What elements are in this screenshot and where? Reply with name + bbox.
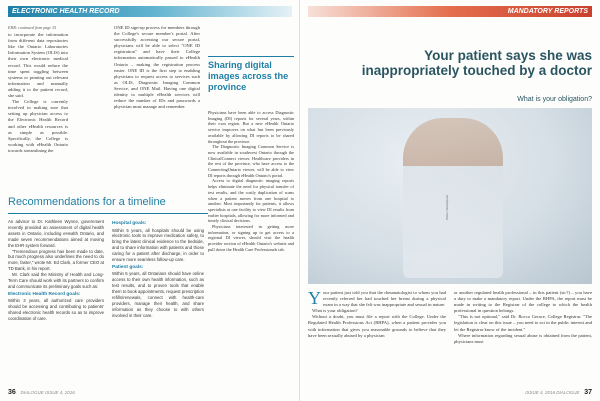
paragraph: ONE ID sign-up process for members through the College's secure member's portal. After successfully accessing our secure portal, physicians will be able to select "ONE ID registration" and have their College information automatically passed to eHealth Ontario – making the registration process easier. ONE ID is the first step to enabling physicians to request access to services such as OLIS, Diagnostic Imaging Common Service, and ONE Mail. Having one digital identity to multiple eHealth services will reduce the number of IDs and passwords a physician must manage and remember. (114, 25, 200, 110)
sidebar-title: Sharing digital images across the province (208, 60, 289, 92)
article-headline: Your patient says she was inappropriately touched by a doctor (361, 48, 592, 78)
paragraph: Mr. Clark said the Ministry of Health and Long-Term Care should work with its partners to confirm and communicate its preliminary goals such as: (8, 272, 104, 289)
paragraph: What is your obligation? (312, 308, 358, 314)
magazine-name: ISSUE 4, 2016 DIALOGUE (525, 390, 580, 395)
paragraph: Physicians have been able to access Diagnostic Imaging (DI) reports for several years, within their own region. But a new eHealth Ontario service improves on what has been previously available by allowing DI reports to be shared throughout the province. (208, 110, 294, 144)
paragraph: "This is not optional," said Dr. Rocco Gerace, College Registrar. "The legislation is clear on this issue – you need to act in the public interest and let the Registrar know of the incident." (454, 314, 592, 332)
subheading: Electronic Health Record goals: (8, 291, 81, 297)
sidebar-rule (208, 56, 294, 57)
article-column-1 (8, 25, 68, 154)
paragraph: Within 5 years, all Ontarians should have online access to their own health information, such as test results, and to proven tools that enable them to book appointments, request prescription refills/renewals, connect with health-care providers, manage their health, and share information as they choose to with others involved in their care. (112, 271, 204, 318)
paragraph: Physicians interested in getting more information, or signing up to get access to a regional DI viewer, should visit the health provider section of eHealth Ontario's website and pull down the Health Care Professionals tab. (208, 224, 294, 252)
paragraph: Within 3 years, all authorized care providers should be accessing and contributing to patients' shared electronic health records so as to improve coordination of care. (8, 298, 104, 322)
paragraph: The Diagnostic Imaging Common Service is now available in southwest Ontario through the ClinicalConnect viewer. Healthcare providers in the rest of the province, who have access to the ConnectingOntario viewer, will be able to view DI reports through eHealth Ontario's portal. (208, 144, 294, 178)
section-header-bar (8, 6, 292, 17)
paragraph: Access to digital diagnostic imaging reports helps eliminate the need for physical transfer of test results, and the costly duplication of scans when a patient moves from one hospital to another. Most importantly for patients, it allows specialists at one facility to view DI results from earlier hospitals, allowing for more informed and timely clinical decisions. (208, 178, 294, 224)
page-folio (8, 389, 78, 396)
article-body-column-2 (454, 290, 592, 345)
continued-label: EHR: continued from page 35 (8, 25, 57, 30)
paragraph: Your patient just told you that the rheumatologist to whom you had recently referred her had touched her breast during a physical exam in a way that she felt was inappropriate and sexual in nature. (308, 288, 446, 308)
paragraph: to incorporate the information from different data repositories like the Ontario Laboratories Information System (OLIS) into their own electronic medical record. This would reduce the time spent toggling between systems or printing out relevant information and manually adding it to the patient record, she said. (8, 32, 68, 99)
photo-subject (403, 118, 503, 278)
photo-credit: Photo: iStockphoto (445, 194, 449, 220)
recommendations-column-1 (8, 219, 104, 322)
page-folio (522, 389, 592, 396)
page-number: 36 (8, 389, 16, 396)
subheading: Patient goals: (112, 264, 144, 270)
section-header-bar (308, 6, 592, 17)
paragraph: Within 5 years, all hospitals should be using electronic tools to improve medication safety, to bring the latest clinical evidence to the bedside, and to share information with patients and those caring for a patient after discharge, in order to ensure more seamless follow-up care. (112, 227, 204, 263)
drop-cap: Y (308, 288, 321, 308)
article-subheadline: What is your obligation? (517, 96, 592, 103)
right-page (300, 0, 600, 401)
sidebar-column (208, 110, 294, 253)
recommendations-rule (8, 213, 208, 214)
paragraph: The College is currently involved in making sure that setting up physician access to the Electronic Health Record and other eHealth resources is as simple as possible. Specifically, the College is working with eHealth Ontario towards streamlining the (8, 99, 68, 153)
recommendations-column-2 (112, 219, 204, 319)
magazine-name: DIALOGUE ISSUE 4, 2016 (20, 390, 75, 395)
article-body-column-1 (308, 290, 446, 339)
page-number: 37 (584, 389, 592, 396)
section-label: MANDATORY REPORTS (507, 8, 588, 15)
paragraph: An advisor to Dr. Kathleen Wynne, government recently provided an assessment of digital health assets in Ontario, including eHealth Ontario, and made seven recommendations aimed at moving the EHR system forward. (8, 219, 104, 248)
paragraph: "Tremendous progress has been made to date, but much progress also underlines the need to do more, faster," wrote Mr. Ed Clark, a former CEO at TD Bank, in his report. (8, 248, 104, 272)
recommendations-title: Recommendations for a timeline (8, 196, 166, 208)
paragraph: or another regulated health professional – in this patient (sic?) – you have a duty to make a mandatory report. Under the RHPA, the report must be made in writing to the Registrar of the college to which the health professional in question belongs. (454, 290, 592, 314)
section-label: ELECTRONIC HEALTH RECORD (12, 8, 120, 15)
paragraph: Where information regarding sexual abuse is obtained from the patient, physicians must (454, 332, 592, 344)
article-photo (308, 108, 592, 284)
paragraph: Without a doubt, you must file a report with the College. Under the Regulated Health Professions Act (RHPA), when a patient provides you with information that gives you reasonable grounds to believe that they have been sexually abused by a physician (308, 314, 446, 338)
subheading: Hospital goals: (112, 221, 147, 226)
article-column-2 (114, 25, 200, 110)
